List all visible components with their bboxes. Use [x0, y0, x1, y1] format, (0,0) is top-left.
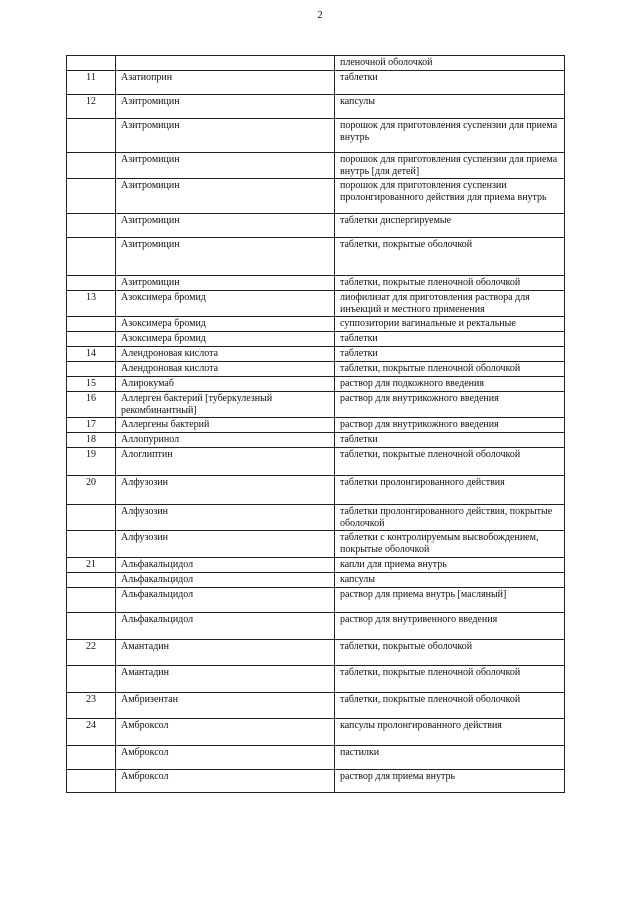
row-number-cell: 17: [67, 418, 116, 433]
table-row: [67, 317, 565, 332]
table-row: [67, 505, 565, 531]
table-row: [67, 214, 565, 238]
row-number-cell: [67, 332, 116, 347]
row-number-cell: 19: [67, 448, 116, 476]
dosage-form-cell: раствор для внутривенного введения: [335, 613, 565, 640]
row-number-cell: 20: [67, 476, 116, 505]
table-row: [67, 291, 565, 317]
row-number-cell: 23: [67, 693, 116, 719]
dosage-form-cell: раствор для приема внутрь [масляный]: [335, 588, 565, 613]
dosage-form-cell: лиофилизат для приготовления раствора для инъекций и местного применения: [335, 291, 565, 317]
table-row: [67, 238, 565, 276]
drug-name-cell: Азитромицин: [116, 238, 335, 276]
table-row: [67, 666, 565, 693]
row-number-cell: [67, 119, 116, 153]
dosage-form-cell: таблетки, покрытые пленочной оболочкой: [335, 693, 565, 719]
table-row: [67, 95, 565, 119]
drug-name-cell: Азатиоприн: [116, 71, 335, 95]
dosage-form-cell: суппозитории вагинальные и ректальные: [335, 317, 565, 332]
table-row: [67, 418, 565, 433]
dosage-form-cell: таблетки: [335, 332, 565, 347]
dosage-form-cell: порошок для приготовления суспензии пролонгированного действия для приема внутрь: [335, 179, 565, 214]
table-row: [67, 119, 565, 153]
drug-name-cell: Альфакальцидол: [116, 613, 335, 640]
dosage-form-cell: таблетки: [335, 71, 565, 95]
drug-name-cell: Альфакальцидол: [116, 573, 335, 588]
row-number-cell: [67, 573, 116, 588]
drug-name-cell: Амброксол: [116, 719, 335, 746]
table-row: [67, 558, 565, 573]
drug-name-cell: Алфузозин: [116, 476, 335, 505]
table-row: [67, 392, 565, 418]
drug-name-cell: Алирокумаб: [116, 377, 335, 392]
drug-name-cell: Алфузозин: [116, 505, 335, 531]
table-row: [67, 347, 565, 362]
dosage-form-cell: таблетки, покрытые оболочкой: [335, 640, 565, 666]
drug-name-cell: Азитромицин: [116, 153, 335, 179]
dosage-form-cell: таблетки пролонгированного действия, покрытые оболочкой: [335, 505, 565, 531]
dosage-form-cell: раствор для внутрикожного введения: [335, 418, 565, 433]
table-row: [67, 332, 565, 347]
dosage-form-cell: пленочной оболочкой: [335, 56, 565, 71]
table-row: [67, 693, 565, 719]
drug-name-cell: Амброксол: [116, 746, 335, 770]
row-number-cell: 21: [67, 558, 116, 573]
row-number-cell: [67, 505, 116, 531]
dosage-form-cell: таблетки, покрытые оболочкой: [335, 238, 565, 276]
row-number-cell: [67, 362, 116, 377]
drug-name-cell: Алендроновая кислота: [116, 347, 335, 362]
drug-name-cell: Азоксимера бромид: [116, 332, 335, 347]
drug-name-cell: Азитромицин: [116, 119, 335, 153]
drug-name-cell: Амантадин: [116, 666, 335, 693]
table-row: [67, 153, 565, 179]
table-row: [67, 433, 565, 448]
table-row: [67, 588, 565, 613]
dosage-form-cell: таблетки: [335, 433, 565, 448]
page-number: 2: [317, 9, 323, 21]
row-number-cell: 14: [67, 347, 116, 362]
dosage-form-cell: раствор для подкожного введения: [335, 377, 565, 392]
table-row: [67, 276, 565, 291]
table-row: [67, 573, 565, 588]
drug-name-cell: Азитромицин: [116, 214, 335, 238]
drug-name-cell: Азитромицин: [116, 179, 335, 214]
table-row: [67, 179, 565, 214]
table-row: [67, 476, 565, 505]
row-number-cell: 11: [67, 71, 116, 95]
drug-name-cell: Амантадин: [116, 640, 335, 666]
table-row: [67, 770, 565, 793]
table-row: [67, 531, 565, 558]
drug-name-cell: [116, 56, 335, 71]
dosage-form-cell: порошок для приготовления суспензии для приема внутрь: [335, 119, 565, 153]
row-number-cell: [67, 531, 116, 558]
row-number-cell: [67, 238, 116, 276]
drug-name-cell: Альфакальцидол: [116, 588, 335, 613]
row-number-cell: 18: [67, 433, 116, 448]
table-row: [67, 362, 565, 377]
row-number-cell: [67, 317, 116, 332]
dosage-form-cell: таблетки диспергируемые: [335, 214, 565, 238]
drug-name-cell: Азитромицин: [116, 276, 335, 291]
table-row: [67, 746, 565, 770]
table-row: [67, 640, 565, 666]
drug-name-cell: Амброксол: [116, 770, 335, 793]
row-number-cell: 13: [67, 291, 116, 317]
row-number-cell: [67, 613, 116, 640]
row-number-cell: [67, 179, 116, 214]
row-number-cell: [67, 746, 116, 770]
dosage-form-cell: таблетки, покрытые пленочной оболочкой: [335, 276, 565, 291]
table-body: [67, 56, 565, 793]
dosage-form-cell: раствор для внутрикожного введения: [335, 392, 565, 418]
drug-name-cell: Алфузозин: [116, 531, 335, 558]
table-row: [67, 719, 565, 746]
dosage-form-cell: порошок для приготовления суспензии для приема внутрь [для детей]: [335, 153, 565, 179]
row-number-cell: [67, 153, 116, 179]
drug-name-cell: Азоксимера бромид: [116, 317, 335, 332]
dosage-form-cell: раствор для приема внутрь: [335, 770, 565, 793]
row-number-cell: 15: [67, 377, 116, 392]
table-row: [67, 71, 565, 95]
row-number-cell: [67, 770, 116, 793]
table-row: [67, 377, 565, 392]
drug-name-cell: Азоксимера бромид: [116, 291, 335, 317]
dosage-form-cell: капли для приема внутрь: [335, 558, 565, 573]
dosage-form-cell: пастилки: [335, 746, 565, 770]
table-row: [67, 613, 565, 640]
dosage-form-cell: капсулы пролонгированного действия: [335, 719, 565, 746]
table-row: [67, 56, 565, 71]
row-number-cell: [67, 588, 116, 613]
dosage-form-cell: таблетки с контролируемым высвобождением, покрытые оболочкой: [335, 531, 565, 558]
row-number-cell: 16: [67, 392, 116, 418]
row-number-cell: [67, 56, 116, 71]
dosage-form-cell: таблетки пролонгированного действия: [335, 476, 565, 505]
row-number-cell: 22: [67, 640, 116, 666]
drug-name-cell: Амбризентан: [116, 693, 335, 719]
dosage-form-cell: таблетки, покрытые пленочной оболочкой: [335, 362, 565, 377]
drug-table: [66, 55, 565, 793]
table-row: [67, 448, 565, 476]
drug-name-cell: Алоглиптин: [116, 448, 335, 476]
drug-name-cell: Аллопуринол: [116, 433, 335, 448]
drug-name-cell: Аллерген бактерий [туберкулезный рекомбинантный]: [116, 392, 335, 418]
row-number-cell: [67, 276, 116, 291]
drug-name-cell: Альфакальцидол: [116, 558, 335, 573]
drug-name-cell: Аллергены бактерий: [116, 418, 335, 433]
row-number-cell: 12: [67, 95, 116, 119]
row-number-cell: [67, 214, 116, 238]
dosage-form-cell: таблетки, покрытые пленочной оболочкой: [335, 666, 565, 693]
drug-name-cell: Алендроновая кислота: [116, 362, 335, 377]
row-number-cell: 24: [67, 719, 116, 746]
dosage-form-cell: капсулы: [335, 573, 565, 588]
drug-name-cell: Азитромицин: [116, 95, 335, 119]
dosage-form-cell: таблетки: [335, 347, 565, 362]
dosage-form-cell: таблетки, покрытые пленочной оболочкой: [335, 448, 565, 476]
dosage-form-cell: капсулы: [335, 95, 565, 119]
row-number-cell: [67, 666, 116, 693]
